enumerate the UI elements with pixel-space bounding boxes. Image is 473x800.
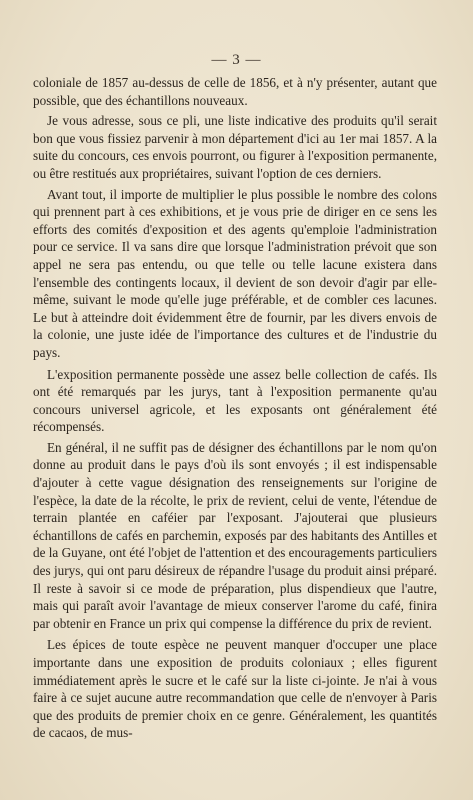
paragraph-1: coloniale de 1857 au-dessus de celle de 1856, et à n'y présenter, autant que possible, que des échantillons nouveaux. (33, 75, 437, 108)
page-number: — 3 — (211, 52, 262, 68)
paragraph-5: En général, il ne suffit pas de désigner des échantillons par le nom qu'on donne au produit dans le pays d'où ils sont envoyés ; il est indispensable d'ajouter à cette vague désignation des renseignements sur l'origine de l'espèce, la date de la récolte, le prix de revient, celui de vente, l'étendue de terrain plantée en caféier par l'exposant. J'ajouterai que plusieurs échantillons de cafés en parchemin, exposés par des habitants des Antilles et de la Guyane, ont été l'objet de l'attention et des encouragements particuliers des jurys, qui ont paru désireux de répandre l'usage du produit ainsi préparé. Il reste à savoir si ce mode de préparation, plus dispendieux que l'autre, mais qui paraît avoir l'avantage de mieux conserver l'arome du café, finira par obtenir en France un prix qui compense la différence du prix de revient. (33, 439, 437, 631)
body-text (33, 74, 437, 745)
paragraph-6: Les épices de toute espèce ne peuvent manquer d'occuper une place importante dans une exposition de produits coloniaux ; elles figurent immédiatement après le sucre et le café sur la liste ci-jointe. Je n'ai à vous faire à ce sujet aucune autre recommandation que celle de n'envoyer à Paris que des produits de premier choix en ce genre. Généralement, les quantités de cacaos, de mus- (33, 637, 437, 741)
paragraph-4: L'exposition permanente possède une assez belle collection de cafés. Ils ont été remarqués par les jurys, tant à l'exposition permanente qu'au concours universel agricole, et les exposants ont généralement été récompensés. (33, 366, 437, 435)
paragraph-2: Je vous adresse, sous ce pli, une liste indicative des produits qu'il serait bon que vous fissiez parvenir à mon département d'ici au 1er mai 1857. A la suite du concours, ces envois pourront, ou figurer à l'exposition permanente, ou être restitués aux propriétaires, suivant l'option de ces derniers. (33, 113, 437, 181)
paragraph-3: Avant tout, il importe de multiplier le plus possible le nombre des colons qui prennent part à ces exhibitions, et je vous prie de diriger en ce sens les efforts des comités d'exposition et des agents qu'emploie l'administration pour ce service. Il va sans dire que lorsque l'administration prévoit que son appel ne sera pas entendu, ou que telle ou telle lacune existera dans l'ensemble des contingents locaux, il devient de son devoir d'agir par elle-même, suivant le mode qu'elle juge préférable, et de combler ces lacunes. Le but à atteindre doit évidemment être de fournir, par les divers envois de la colonie, une juste idée de l'importance des cultures et de l'industrie du pays. (33, 186, 437, 360)
